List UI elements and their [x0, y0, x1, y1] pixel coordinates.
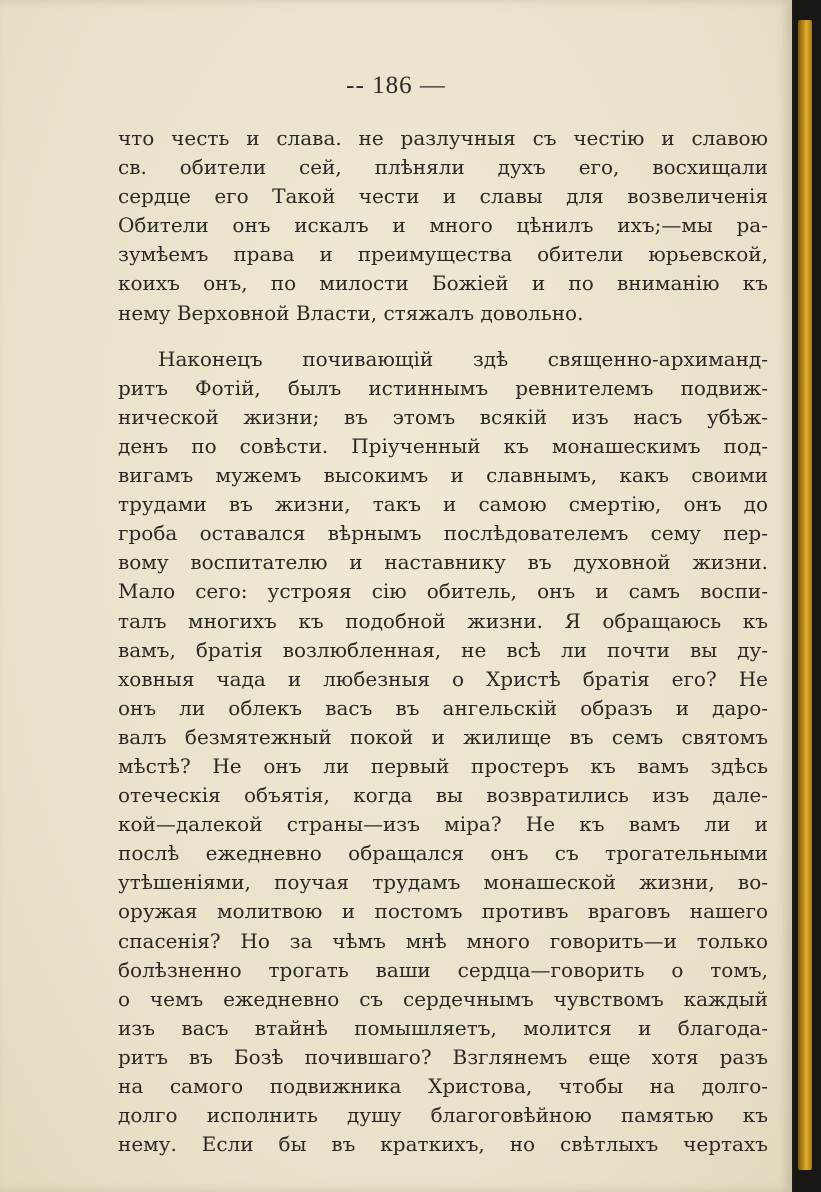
text-line: онъ ли облекъ васъ въ ангельскій образъ и даро-: [118, 695, 768, 720]
paragraph-2: [118, 345, 768, 1160]
text-line: вому воспитателю и наставнику въ духовной жизни.: [118, 550, 768, 575]
text-line: утѣшеніями, поучая трудамъ монашеской жизни, во-: [118, 870, 768, 895]
text-line: послѣ ежедневно обращался онъ съ трогательными: [118, 841, 768, 866]
text-line: кой—далекой страны—изъ міра? Не къ вамъ ли и: [118, 812, 768, 837]
text-line: Мало сего: устрояя сію обитель, онъ и самъ воспи-: [118, 579, 768, 604]
text-line: талъ многихъ къ подобной жизни. Я обращаюсь къ: [118, 608, 768, 633]
text-line: спасенія? Но за чѣмъ мнѣ много говорить—и только: [118, 928, 768, 953]
text-line: ритъ Фотій, былъ истиннымъ ревнителемъ подвиж-: [118, 375, 768, 400]
text-line: оружая молитвою и постомъ противъ враговъ нашего: [118, 899, 768, 924]
body-text: [118, 124, 768, 1159]
text-line: нему. Если бы въ краткихъ, но свѣтлыхъ чертахъ: [118, 1132, 768, 1157]
text-line: зумѣемъ права и преимущества обители юрьевской,: [118, 242, 768, 267]
page-number: -- 186 —: [346, 72, 446, 99]
text-line: нему Верховной Власти, стяжалъ довольно.: [118, 300, 584, 325]
text-line: ритъ въ Бозѣ почившаго? Взглянемъ еще хотя разъ: [118, 1044, 768, 1069]
text-line: ховныя чада и любезныя о Христѣ братія его? Не: [118, 666, 768, 691]
paragraph-1: [118, 124, 768, 328]
text-line: гроба оставался вѣрнымъ послѣдователемъ сему пер-: [118, 521, 768, 546]
text-line: св. обители сей, плѣняли духъ его, восхищали: [118, 155, 768, 180]
text-line: трудами въ жизни, такъ и самою смертію, онъ до: [118, 492, 768, 517]
text-line: Обители онъ искалъ и много цѣнилъ ихъ;—мы ра-: [118, 213, 768, 238]
text-line: что честь и слава. не разлучныя съ честію и славою: [118, 126, 768, 150]
text-line: отеческія объятія, когда вы возвратились изъ дале-: [118, 783, 768, 808]
text-line: Наконецъ почивающій здѣ священно-архиманд-: [158, 346, 768, 371]
text-line: денъ по совѣсти. Пріученный къ монашескимъ под-: [118, 433, 768, 458]
text-line: коихъ онъ, по милости Божіей и по вниманію къ: [118, 271, 768, 296]
text-line: о чемъ ежедневно съ сердечнымъ чувствомъ каждый: [118, 986, 768, 1011]
text-line: валъ безмятежный покой и жилище въ семъ святомъ: [118, 724, 768, 749]
paragraph-gap: [118, 328, 768, 345]
text-line: вамъ, братія возлюбленная, не всѣ ли почти вы ду-: [118, 637, 768, 662]
book-edge: [794, 0, 821, 1192]
text-line: нической жизни; въ этомъ всякій изъ насъ убѣж-: [118, 404, 768, 429]
text-line: вигамъ мужемъ высокимъ и славнымъ, какъ своими: [118, 463, 768, 488]
text-line: мѣстѣ? Не онъ ли первый простеръ къ вамъ здѣсь: [118, 753, 768, 778]
text-line: долго исполнить душу благоговѣйною памятью къ: [118, 1103, 768, 1128]
text-line: изъ васъ втайнѣ помышляетъ, молится и благода-: [118, 1015, 768, 1040]
text-line: на самого подвижника Христова, чтобы на долго-: [118, 1074, 768, 1098]
text-line: болѣзненно трогать ваши сердца—говорить о томъ,: [118, 957, 768, 982]
text-line: сердце его Такой чести и славы для возвеличенія: [118, 184, 768, 209]
gilded-page-edge: [798, 20, 812, 1170]
